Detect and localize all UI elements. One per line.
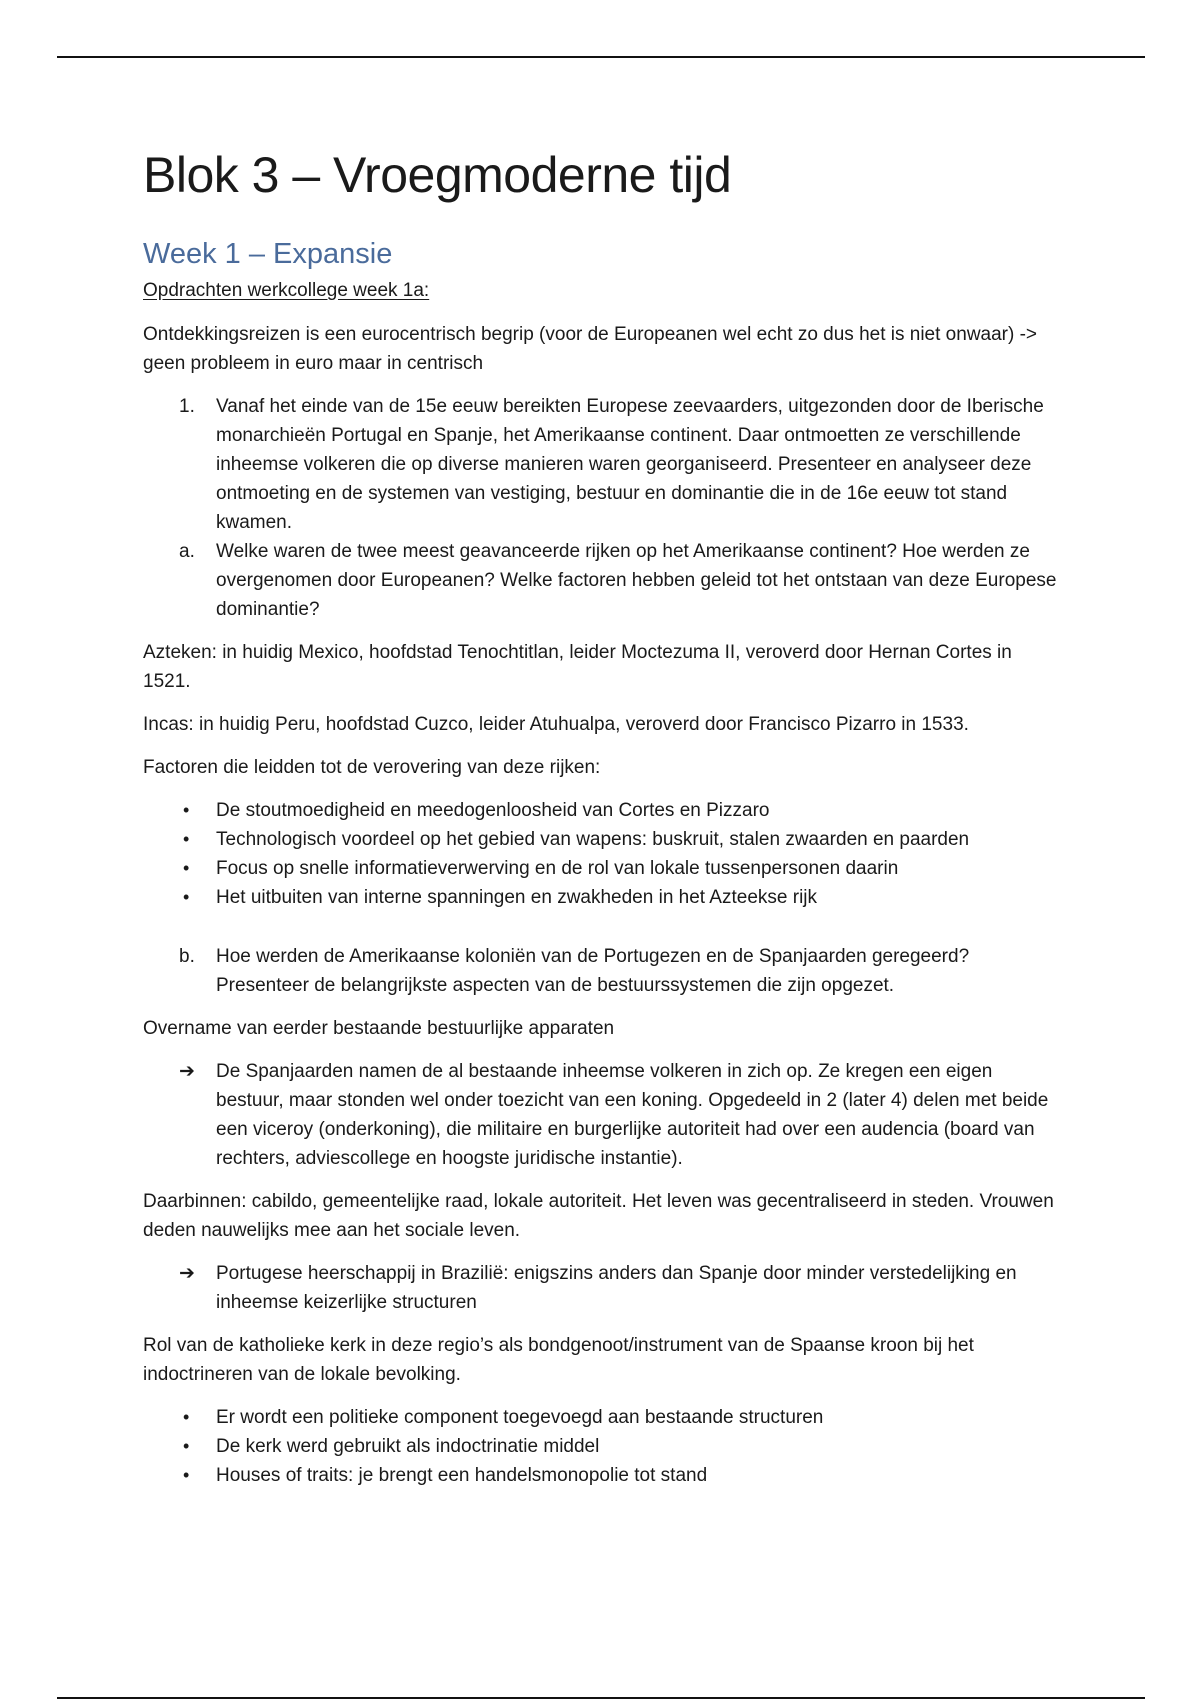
- bullet-icon: •: [183, 1436, 190, 1456]
- header-rule: [57, 56, 1145, 58]
- kerk-list: [143, 1403, 1063, 1490]
- list-item-text: De Spanjaarden namen de al bestaande inheemse volkeren in zich op. Ze kregen een eigen bestuur, maar stonden wel onder toezicht van een koning. Opgedeeld in 2 (later 4) delen met beide een viceroy (onderkoning), die militaire en burgerlijke autoriteit had over een audencia (board van rechters, adviescollege en hoogste juridische instantie).: [216, 1061, 1049, 1169]
- list-item: [143, 1403, 1063, 1432]
- question-item: [143, 392, 1063, 537]
- list-item: [143, 854, 1063, 883]
- document-page: [143, 140, 1063, 1490]
- question-item: [143, 942, 1063, 1000]
- azteken-paragraph: Azteken: in huidig Mexico, hoofdstad Tenochtitlan, leider Moctezuma II, veroverd door Hernan Cortes in 1521.: [143, 642, 1012, 692]
- arrow-list-spain: [143, 1057, 1063, 1173]
- questions-list: [143, 392, 1063, 624]
- bullet-icon: •: [183, 858, 190, 878]
- arrow-list-portugal: [143, 1259, 1063, 1317]
- list-item-text: Portugese heerschappij in Brazilië: enigszins anders dan Spanje door minder verstedelijking en inheemse keizerlijke structuren: [216, 1263, 1017, 1313]
- footer-rule: [57, 1697, 1145, 1699]
- bullet-icon: •: [183, 800, 190, 820]
- list-item-text: De stoutmoedigheid en meedogenloosheid van Cortes en Pizzaro: [216, 800, 770, 821]
- bullet-icon: •: [183, 829, 190, 849]
- intro-paragraph: Ontdekkingsreizen is een eurocentrisch begrip (voor de Europeanen wel echt zo dus het is niet onwaar) -> geen probleem in euro maar in centrisch: [143, 324, 1038, 374]
- list-item: [143, 1057, 1063, 1173]
- list-item-text: Technologisch voordeel op het gebied van wapens: buskruit, stalen zwaarden en paarden: [216, 829, 970, 850]
- incas-paragraph: Incas: in huidig Peru, hoofdstad Cuzco, leider Atuhualpa, veroverd door Francisco Pizarro in 1533.: [143, 714, 969, 735]
- list-item-text: Focus op snelle informatieverwerving en de rol van lokale tussenpersonen daarin: [216, 858, 899, 879]
- factors-intro: Factoren die leidden tot de verovering van deze rijken:: [143, 757, 601, 778]
- arrow-right-icon: ➔: [179, 1061, 195, 1082]
- list-item: [143, 1432, 1063, 1461]
- list-marker: b.: [179, 946, 195, 967]
- list-item-text: De kerk werd gebruikt als indoctrinatie middel: [216, 1436, 600, 1457]
- question-text: Welke waren de twee meest geavanceerde rijken op het Amerikaanse continent? Hoe werden ze overgenomen door Europeanen? Welke factoren hebben geleid tot het ontstaan van deze Europese dominantie?: [216, 541, 1057, 620]
- question-item: [143, 537, 1063, 624]
- list-item-text: Houses of traits: je brengt een handelsmonopolie tot stand: [216, 1465, 708, 1486]
- factors-list: [143, 796, 1063, 912]
- list-item: [143, 825, 1063, 854]
- bullet-icon: •: [183, 1465, 190, 1485]
- list-marker: 1.: [179, 396, 195, 417]
- assignment-subheading: Opdrachten werkcollege week 1a:: [143, 280, 430, 301]
- daarbinnen-paragraph: Daarbinnen: cabildo, gemeentelijke raad, lokale autoriteit. Het leven was gecentraliseerd in steden. Vrouwen deden nauwelijks mee aan het sociale leven.: [143, 1191, 1054, 1241]
- question-b-list: [143, 942, 1063, 1000]
- document-title: Blok 3 – Vroegmoderne tijd: [143, 147, 732, 203]
- overname-paragraph: Overname van eerder bestaande bestuurlijke apparaten: [143, 1018, 615, 1039]
- week-heading: Week 1 – Expansie: [143, 238, 393, 270]
- arrow-right-icon: ➔: [179, 1263, 195, 1284]
- question-text: Hoe werden de Amerikaanse koloniën van de Portugezen en de Spanjaarden geregeerd? Presenteer de belangrijkste aspecten van de bestuurssystemen die zijn opgezet.: [216, 946, 970, 996]
- bullet-icon: •: [183, 1407, 190, 1427]
- list-item: [143, 1461, 1063, 1490]
- bullet-icon: •: [183, 887, 190, 907]
- question-text: Vanaf het einde van de 15e eeuw bereikten Europese zeevaarders, uitgezonden door de Iberische monarchieën Portugal en Spanje, het Amerikaanse continent. Daar ontmoetten ze verschillende inheemse volkeren die op diverse manieren waren georganiseerd. Presenteer en analyseer deze ontmoeting en de systemen van vestiging, bestuur en dominantie die in de 16e eeuw tot stand kwamen.: [216, 396, 1044, 533]
- list-item: [143, 883, 1063, 912]
- list-item-text: Er wordt een politieke component toegevoegd aan bestaande structuren: [216, 1407, 824, 1428]
- list-item: [143, 1259, 1063, 1317]
- kerk-paragraph: Rol van de katholieke kerk in deze regio’s als bondgenoot/instrument van de Spaanse kroon bij het indoctrineren van de lokale bevolking.: [143, 1335, 974, 1385]
- list-item-text: Het uitbuiten van interne spanningen en zwakheden in het Azteekse rijk: [216, 887, 818, 908]
- list-item: [143, 796, 1063, 825]
- list-marker: a.: [179, 541, 195, 562]
